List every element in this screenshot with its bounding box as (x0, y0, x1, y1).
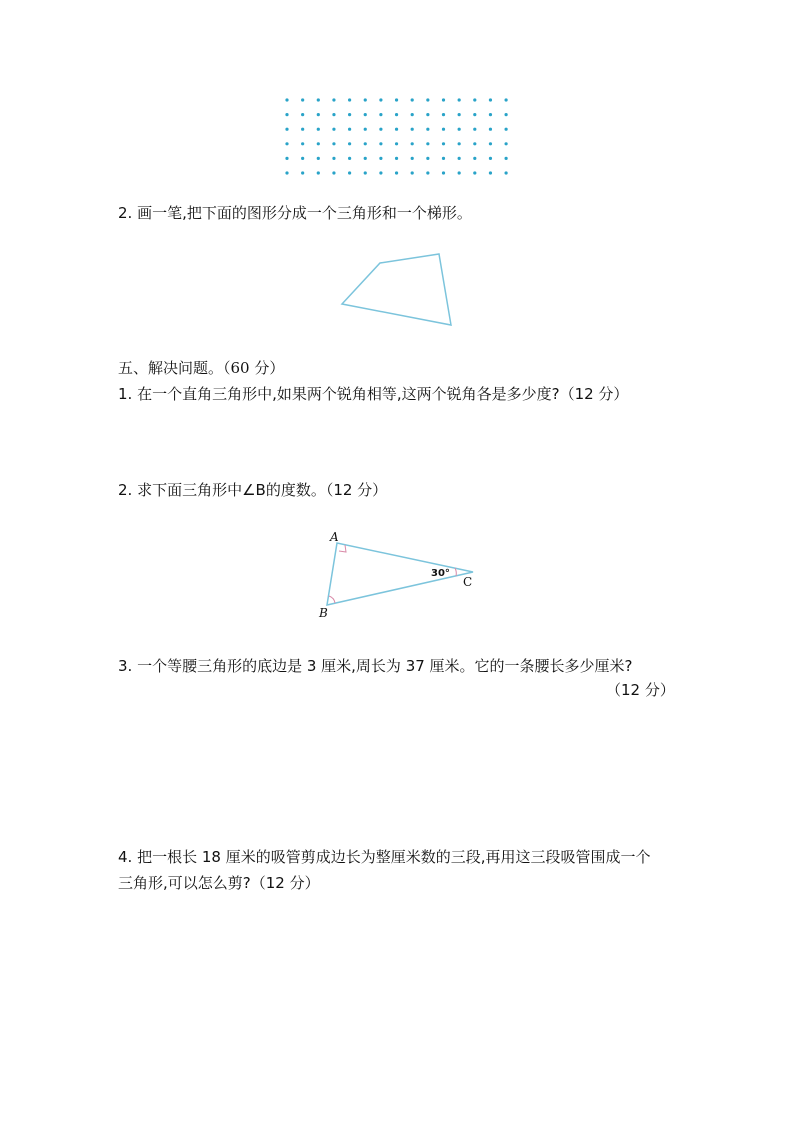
vertex-label-c: C (463, 575, 473, 589)
grid-dot (426, 98, 429, 101)
grid-dot (411, 98, 414, 101)
grid-dot (426, 157, 429, 160)
grid-dot (442, 142, 445, 145)
vertex-label-a: A (330, 530, 339, 544)
grid-dot (426, 128, 429, 131)
grid-dot (426, 171, 429, 174)
grid-dot (348, 113, 351, 116)
question-4-line2: 三角形,可以怎么剪?（12 分） (118, 874, 320, 892)
grid-dot (317, 157, 320, 160)
question-3-score: （12 分） (606, 681, 675, 699)
dot-grid (285, 98, 507, 174)
grid-dot (364, 157, 367, 160)
quadrilateral-figure (342, 254, 451, 325)
grid-dot (317, 113, 320, 116)
question-draw-line: 2. 画一笔,把下面的图形分成一个三角形和一个梯形。 (118, 204, 472, 222)
grid-dot (379, 142, 382, 145)
grid-dot (332, 142, 335, 145)
grid-dot (301, 113, 304, 116)
grid-dot (458, 98, 461, 101)
grid-dot (348, 157, 351, 160)
grid-dot (458, 113, 461, 116)
grid-dot (364, 171, 367, 174)
grid-dot (489, 128, 492, 131)
grid-dot (411, 157, 414, 160)
grid-dot (364, 113, 367, 116)
grid-dot (505, 157, 508, 160)
grid-dot (395, 113, 398, 116)
grid-dot (285, 157, 288, 160)
grid-dot (458, 128, 461, 131)
grid-dot (505, 98, 508, 101)
grid-dot (411, 171, 414, 174)
grid-dot (285, 171, 288, 174)
grid-dot (379, 98, 382, 101)
grid-dot (364, 98, 367, 101)
grid-dot (379, 157, 382, 160)
grid-dot (473, 98, 476, 101)
grid-dot (332, 113, 335, 116)
angle-c-arc (455, 568, 456, 576)
grid-dot (458, 142, 461, 145)
grid-dot (317, 171, 320, 174)
grid-dot (489, 171, 492, 174)
angle-b-arc (329, 596, 335, 603)
grid-dot (285, 98, 288, 101)
grid-dot (285, 142, 288, 145)
grid-dot (505, 128, 508, 131)
grid-dot (426, 142, 429, 145)
grid-dot (379, 113, 382, 116)
grid-dot (395, 128, 398, 131)
grid-dot (379, 171, 382, 174)
grid-dot (458, 157, 461, 160)
grid-dot (301, 142, 304, 145)
grid-dot (395, 157, 398, 160)
grid-dot (364, 142, 367, 145)
question-1: 1. 在一个直角三角形中,如果两个锐角相等,这两个锐角各是多少度?（12 分） (118, 385, 629, 403)
grid-dot (473, 171, 476, 174)
question-2: 2. 求下面三角形中∠B的度数。（12 分） (118, 481, 388, 499)
grid-dot (301, 128, 304, 131)
grid-dot (442, 171, 445, 174)
grid-dot (411, 113, 414, 116)
grid-dot (332, 171, 335, 174)
grid-dot (489, 98, 492, 101)
grid-dot (489, 142, 492, 145)
grid-dot (473, 128, 476, 131)
grid-dot (395, 98, 398, 101)
right-angle-mark (339, 545, 346, 552)
grid-dot (442, 113, 445, 116)
grid-dot (301, 157, 304, 160)
grid-dot (317, 98, 320, 101)
grid-dot (285, 113, 288, 116)
grid-dot (411, 142, 414, 145)
grid-dot (348, 98, 351, 101)
grid-dot (411, 128, 414, 131)
grid-dot (442, 157, 445, 160)
grid-dot (348, 171, 351, 174)
grid-dot (473, 157, 476, 160)
grid-dot (426, 113, 429, 116)
grid-dot (332, 98, 335, 101)
angle-c-label: 30° (431, 568, 450, 579)
grid-dot (473, 113, 476, 116)
grid-dot (364, 128, 367, 131)
grid-dot (473, 142, 476, 145)
grid-dot (332, 157, 335, 160)
section-heading: 五、解决问题。（60 分） (118, 359, 285, 377)
grid-dot (317, 142, 320, 145)
grid-dot (489, 157, 492, 160)
grid-dot (505, 171, 508, 174)
grid-dot (379, 128, 382, 131)
grid-dot (489, 113, 492, 116)
grid-dot (458, 171, 461, 174)
vertex-label-b: B (319, 606, 328, 620)
grid-dot (395, 142, 398, 145)
grid-dot (285, 128, 288, 131)
grid-dot (442, 128, 445, 131)
grid-dot (395, 171, 398, 174)
grid-dot (332, 128, 335, 131)
grid-dot (505, 113, 508, 116)
grid-dot (301, 98, 304, 101)
grid-dot (317, 128, 320, 131)
grid-dot (442, 98, 445, 101)
question-3: 3. 一个等腰三角形的底边是 3 厘米,周长为 37 厘米。它的一条腰长多少厘米? (118, 657, 633, 675)
grid-dot (301, 171, 304, 174)
triangle-abc-figure (327, 543, 473, 605)
question-4-line1: 4. 把一根长 18 厘米的吸管剪成边长为整厘米数的三段,再用这三段吸管围成一个 (118, 848, 651, 866)
grid-dot (348, 128, 351, 131)
grid-dot (348, 142, 351, 145)
grid-dot (505, 142, 508, 145)
